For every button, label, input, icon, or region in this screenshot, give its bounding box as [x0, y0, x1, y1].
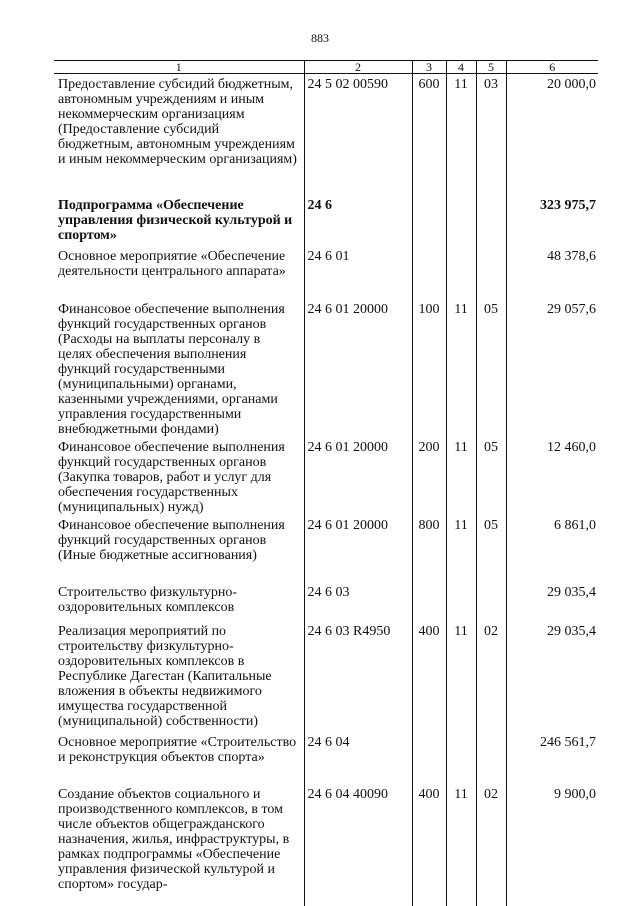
- row-code: 24 6 04: [304, 732, 412, 784]
- table-row: [54, 784, 598, 906]
- row-amount: 323 975,7: [506, 195, 598, 246]
- row-amount: 6 861,0: [506, 515, 598, 582]
- row-col5: [476, 195, 506, 246]
- header-row: [54, 61, 598, 74]
- row-code: 24 6 04 40090: [304, 784, 412, 906]
- row-name: Строительство физкультурно-оздоровительных комплексов: [58, 584, 237, 615]
- column-header: 6: [506, 61, 598, 74]
- column-header: 2: [304, 61, 412, 74]
- row-col5: 03: [476, 74, 506, 195]
- row-col5: 05: [476, 515, 506, 582]
- row-col5: 05: [476, 437, 506, 515]
- row-name: Создание объектов социального и производственного комплексов, в том числе объектов общегражданского назначения, жилья, инфраструктуры, в рамках подпрограммы «Обеспечение управления физической культурой и спортом» государ-: [58, 786, 290, 892]
- row-amount: 48 378,6: [506, 246, 598, 299]
- budget-table: [54, 60, 598, 906]
- row-name: Предоставление субсидий бюджетным, автономным учреждениям и иным некоммерческим организациям (Предоставление субсидий бюджетным, автономным учреждениям и иным некоммерческим организациям): [58, 77, 297, 167]
- row-code: 24 6 01 20000: [304, 299, 412, 437]
- row-col4: 11: [446, 515, 476, 582]
- row-col4: [446, 246, 476, 299]
- column-header: 3: [412, 61, 446, 74]
- column-header: 1: [54, 61, 304, 74]
- table-row: [54, 515, 598, 582]
- row-amount: 29 057,6: [506, 299, 598, 437]
- row-amount: 12 460,0: [506, 437, 598, 515]
- row-name: Основное мероприятие «Обеспечение деятельности центрального аппарата»: [58, 248, 286, 279]
- row-col3: 800: [412, 515, 446, 582]
- column-header: 5: [476, 61, 506, 74]
- row-col3: 400: [412, 621, 446, 732]
- row-code: 24 6 01 20000: [304, 437, 412, 515]
- row-amount: 29 035,4: [506, 582, 598, 621]
- row-col3: [412, 246, 446, 299]
- row-col5: [476, 246, 506, 299]
- table-row: [54, 582, 598, 621]
- row-code: 24 5 02 00590: [304, 74, 412, 195]
- table-row: [54, 621, 598, 732]
- row-amount: 246 561,7: [506, 732, 598, 784]
- row-col3: [412, 195, 446, 246]
- row-code: 24 6 01 20000: [304, 515, 412, 582]
- row-col5: [476, 582, 506, 621]
- row-amount: 20 000,0: [506, 74, 598, 195]
- table-row: [54, 437, 598, 515]
- row-name: Финансовое обеспечение выполнения функций государственных органов (Иные бюджетные ассигнования): [58, 517, 285, 563]
- row-col4: 11: [446, 74, 476, 195]
- row-name: Финансовое обеспечение выполнения функций государственных органов (Расходы на выплаты персоналу в целях обеспечения выполнения функций государственными (муниципальными) органами, казенными учреждениями, органами управления государственными внебюджетными фондами): [58, 301, 285, 437]
- table-row: [54, 74, 598, 195]
- row-col4: [446, 195, 476, 246]
- row-col4: 11: [446, 784, 476, 906]
- row-code: 24 6 01: [304, 246, 412, 299]
- row-col5: 05: [476, 299, 506, 437]
- page-number: 883: [311, 31, 329, 45]
- row-name: Подпрограмма «Обеспечение управления физической культурой и спортом»: [58, 197, 293, 243]
- row-col4: 11: [446, 437, 476, 515]
- table-row: [54, 195, 598, 246]
- row-col3: 600: [412, 74, 446, 195]
- row-col4: 11: [446, 299, 476, 437]
- row-code: 24 6 03: [304, 582, 412, 621]
- row-amount: 9 900,0: [506, 784, 598, 906]
- row-col5: 02: [476, 621, 506, 732]
- table-row: [54, 246, 598, 299]
- row-col3: [412, 732, 446, 784]
- row-col4: 11: [446, 621, 476, 732]
- row-col3: 400: [412, 784, 446, 906]
- row-code: 24 6: [304, 195, 412, 246]
- column-header: 4: [446, 61, 476, 74]
- row-col3: 100: [412, 299, 446, 437]
- row-name: Основное мероприятие «Строительство и реконструкция объектов спорта»: [58, 734, 297, 765]
- row-amount: 29 035,4: [506, 621, 598, 732]
- row-col5: [476, 732, 506, 784]
- row-col3: 200: [412, 437, 446, 515]
- row-col5: 02: [476, 784, 506, 906]
- row-name: Реализация мероприятий по строительству физкультурно-оздоровительных комплексов в Республике Дагестан (Капитальные вложения в объекты недвижимого имущества государственной (муниципальной) собственности): [58, 623, 272, 729]
- row-name: Финансовое обеспечение выполнения функций государственных органов (Закупка товаров, работ и услуг для обеспечения государственных (муниципальных) нужд): [58, 439, 285, 515]
- table-row: [54, 299, 598, 437]
- row-code: 24 6 03 R4950: [304, 621, 412, 732]
- row-col4: [446, 732, 476, 784]
- row-col4: [446, 582, 476, 621]
- table-row: [54, 732, 598, 784]
- row-col3: [412, 582, 446, 621]
